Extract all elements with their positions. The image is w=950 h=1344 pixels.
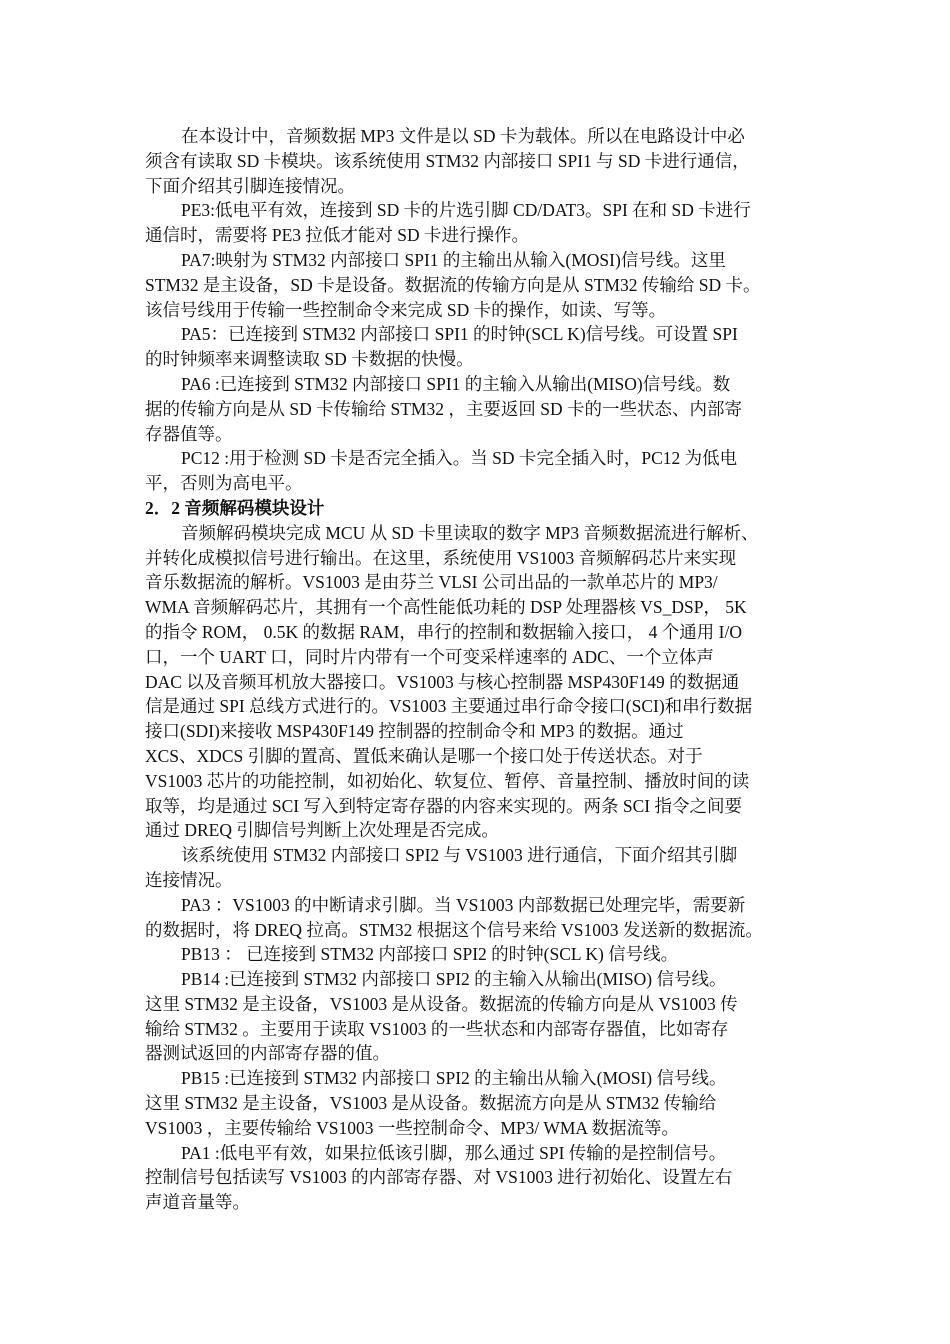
paragraph (145, 521, 815, 843)
document-body (145, 124, 815, 1215)
text-line: PA7:映射为 STM32 内部接口 SPI1 的主输出从输入(MOSI)信号线。这里 (181, 249, 726, 270)
text-line: 接口(SDI)来接收 MSP430F149 控制器的控制命令和 MP3 的数据。通过 (145, 721, 684, 742)
text-line: PA1 :低电平有效，如果拉低该引脚，那么通过 SPI 传输的是控制信号。 (181, 1142, 727, 1163)
text-line: WMA 音频解码芯片，其拥有一个高性能低功耗的 DSP 处理器核 VS_DSP， 5K (145, 597, 747, 618)
paragraph (145, 1066, 815, 1140)
paragraph (145, 942, 815, 967)
text-line: 在本设计中，音频数据 MP3 文件是以 SD 卡为载体。所以在电路设计中必 (181, 126, 745, 146)
text-line: 据的传输方向是从 SD 卡传输给 STM32 ，主要返回 SD 卡的一些状态、内部寄 (145, 398, 742, 419)
text-line: PA6 :已连接到 STM32 内部接口 SPI1 的主输入从输出(MISO)信号线。数 (181, 373, 731, 394)
text-line: 的数据时，将 DREQ 拉高。STM32 根据这个信号来给 VS1003 发送新的数据流。 (145, 919, 763, 940)
text-line: 声道音量等。 (145, 1192, 250, 1213)
paragraph (145, 893, 815, 943)
text-line: XCS、XDCS 引脚的置高、置低来确认是哪一个接口处于传送状态。对于 (145, 745, 703, 766)
text-line: 取等，均是通过 SCI 写入到特定寄存器的内容来实现的。两条 SCI 指令之间要 (145, 795, 742, 816)
paragraph (145, 198, 815, 248)
text-line: 这里 STM32 是主设备，VS1003 是从设备。数据流方向是从 STM32 传输给 (145, 1093, 717, 1114)
paragraph (145, 322, 815, 372)
text-line: 下面介绍其引脚连接情况。 (145, 175, 355, 196)
text-line: 的时钟频率来调整读取 SD 卡数据的快慢。 (145, 349, 474, 370)
paragraph (145, 1141, 815, 1215)
text-line: 口，一个 UART 口，同时片内带有一个可变采样速率的 ADC、一个立体声 (145, 646, 714, 667)
paragraph (145, 446, 815, 496)
section-heading: 2．2 音频解码模块设计 (145, 497, 325, 518)
text-line: 该系统使用 STM32 内部接口 SPI2 与 VS1003 进行通信，下面介绍其引脚 (181, 845, 738, 866)
text-line: 输给 STM32 。主要用于读取 VS1003 的一些状态和内部寄存器值，比如寄存 (145, 1018, 729, 1039)
text-line: 的指令 ROM， 0.5K 的数据 RAM，串行的控制和数据输入接口， 4 个通用 I/O (145, 621, 742, 642)
text-line: STM32 是主设备，SD 卡是设备。数据流的传输方向是从 STM32 传输给 SD 卡。 (145, 274, 761, 295)
text-line: PB13 ： 已连接到 STM32 内部接口 SPI2 的时钟(SCL K) 信号线。 (181, 944, 679, 965)
text-line: PB14 :已连接到 STM32 内部接口 SPI2 的主输入从输出(MISO) 信号线。 (181, 969, 727, 990)
text-line: 须含有读取 SD 卡模块。该系统使用 STM32 内部接口 SPI1 与 SD 卡进行通信， (145, 150, 750, 171)
text-line: PC12 :用于检测 SD 卡是否完全插入。当 SD 卡完全插入时，PC12 为低电 (181, 448, 738, 469)
text-line: 控制信号包括读写 VS1003 的内部寄存器、对 VS1003 进行初始化、设置左右 (145, 1167, 733, 1188)
text-line: 并转化成模拟信号进行输出。在这里，系统使用 VS1003 音频解码芯片来实现 (145, 547, 737, 568)
text-line: 通过 DREQ 引脚信号判断上次处理是否完成。 (145, 820, 499, 841)
text-line: 音乐数据流的解析。VS1003 是由芬兰 VLSI 公司出品的一款单芯片的 MP3/ (145, 572, 718, 593)
paragraph (145, 843, 815, 893)
text-line: 这里 STM32 是主设备，VS1003 是从设备。数据流的传输方向是从 VS1003 传 (145, 993, 738, 1014)
text-line: PA5：已连接到 STM32 内部接口 SPI1 的时钟(SCL K)信号线。可设置 SPI (181, 324, 738, 345)
paragraph (145, 124, 815, 198)
text-line: 音频解码模块完成 MCU 从 SD 卡里读取的数字 MP3 音频数据流进行解析、 (181, 522, 759, 543)
text-line: 通信时，需要将 PE3 拉低才能对 SD 卡进行操作。 (145, 225, 530, 246)
paragraph (145, 372, 815, 446)
text-line: 信是通过 SPI 总线方式进行的。VS1003 主要通过串行命令接口(SCI)和串行数据 (145, 696, 753, 717)
text-line: VS1003 芯片的功能控制，如初始化、软复位、暂停、音量控制、播放时间的读 (145, 770, 750, 791)
text-line: PB15 :已连接到 STM32 内部接口 SPI2 的主输出从输入(MOSI) 信号线。 (181, 1068, 727, 1089)
text-line: 连接情况。 (145, 869, 233, 890)
text-line: PE3:低电平有效，连接到 SD 卡的片选引脚 CD/DAT3。SPI 在和 SD 卡进行 (181, 200, 751, 221)
text-line: DAC 以及音频耳机放大器接口。VS1003 与核心控制器 MSP430F149 的数据通 (145, 671, 740, 692)
text-line: 该信号线用于传输一些控制命令来完成 SD 卡的操作，如读、写等。 (145, 299, 667, 320)
text-line: 存器值等。 (145, 423, 233, 444)
text-line: 器测试返回的内部寄存器的值。 (145, 1043, 390, 1064)
paragraph (145, 967, 815, 1066)
text-line: VS1003 ，主要传输给 VS1003 一些控制命令、MP3/ WMA 数据流等。 (145, 1117, 679, 1138)
paragraph (145, 248, 815, 322)
text-line: PA3 ：VS1003 的中断请求引脚。当 VS1003 内部数据已处理完毕，需要新 (181, 894, 746, 915)
text-line: 平，否则为高电平。 (145, 473, 303, 494)
